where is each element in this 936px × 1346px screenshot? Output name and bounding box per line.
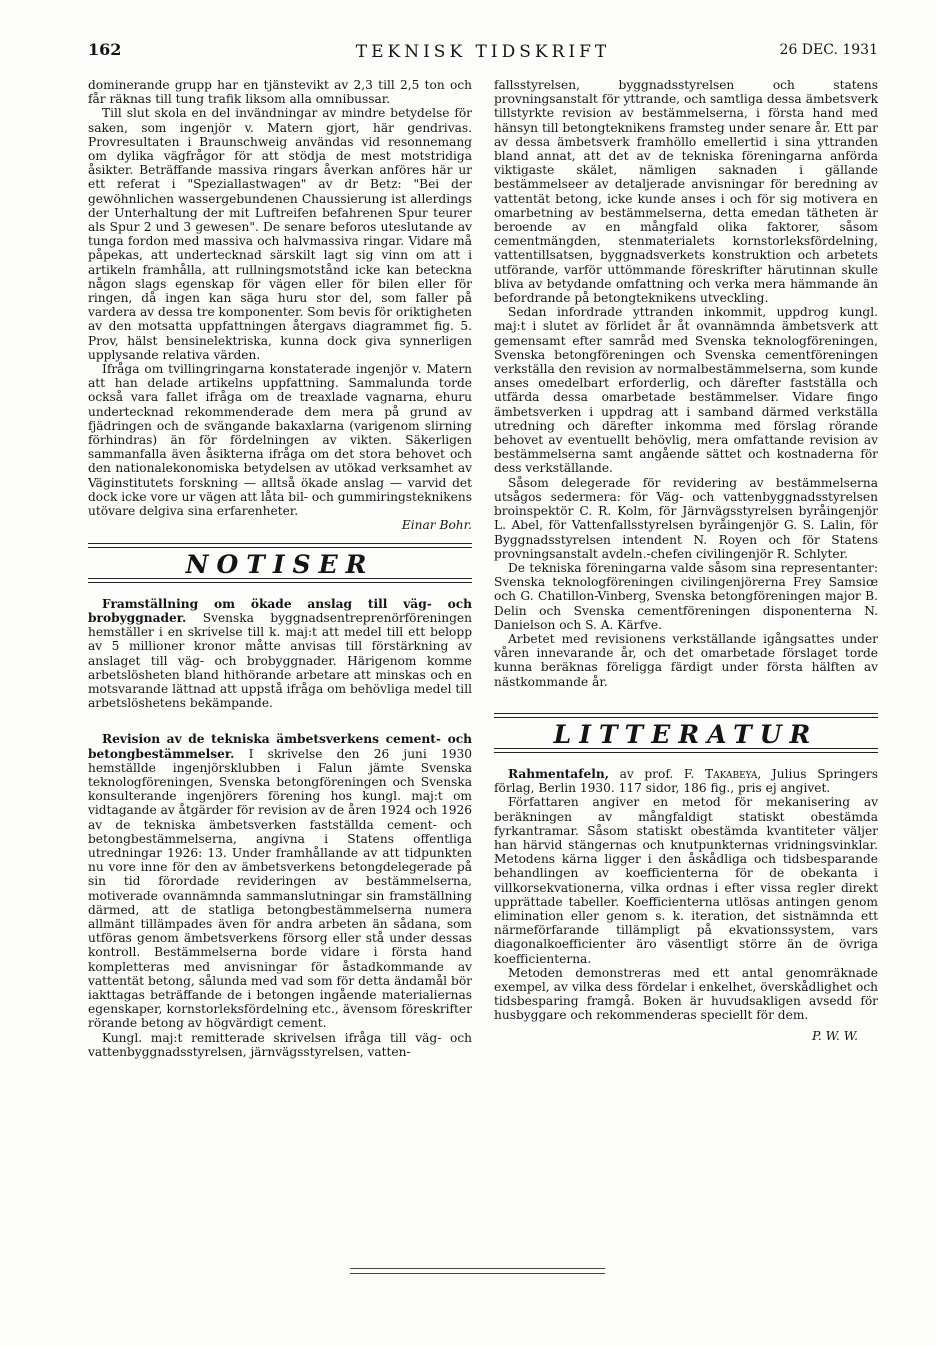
paragraph: fallsstyrelsen, byggnadsstyrelsen och statens provningsanstalt för yttrande, och samtliga dessa ämbetsverk tillstyrkte revision av bestämmelserna, i första hand med hänsyn till betongteknikens framsteg under senare år. Ett par av dessa ämbetsverk framhöllo emellertid i sina yttranden bland annat, att det av de tekniska föreningarna anförda viktigaste skälet, nämligen saknaden i gällande bestämmelseer av detaljerade anvisningar för beredning av vattentät betong, icke kunde anses i och för sig motivera en omarbetning av bestämmelserna, detta emedan tätheten är beroende av en mångfald olika faktorer, såsom cementmängden, stenmaterialets kornstorleksfördelning, vattentillsatsen, byggnadsverkets konstruktion och arbetets utförande, varför uttömmande föreskrifter härutinnan skulle bliva av betydande omfattning och verka mera hämmande än befordrande på betongteknikens utveckling. [494,78,878,306]
review-title: Rahmentafeln, [508,766,609,781]
review-signature: P. W. W. [812,1028,858,1043]
review-meta: Julius Springers förlag, Berlin 1930. 117 sidor, 186 fig., pris ej angivet. [494,766,879,796]
paragraph: Kungl. maj:t remitterade skrivelsen ifråga till väg- och vattenbyggnadsstyrelsen, järnvägsstyrelsen, vatten- [88,1030,472,1059]
litteratur-section-header [494,713,878,753]
section-title-notiser: NOTISER [185,549,375,579]
notis-item [88,732,472,1030]
notis-text: I skrivelse den 26 juni 1930 hemställde ingenjörsklubben i Falun jämte Svenska teknologföreningen, Svenska betongföreningen och Svenska konsulterande ingenjörers förening hos kungl. maj:t om vidtagande av åtgärder för revision av de åren 1924 och 1926 av de tekniska ämbetsverken fastställda cement- och betongbestämmelserna, angivna i Statens offentliga utredningar 1926: 13. Under framhållande av att tidpunkten nu vore inne för den av ämbetsverkens betongdelegerade på sin tid förordade revideringen av bestämmelserna, motiverade ovannämnda sammanslutningar sin framställning därmed, att de statliga betongbestämmelserna numera allmänt tillämpades även för andra arbeten än sådana, som utföras genom ämbetsverkens försorg eller stå under dessas kontroll. Bestämmelserna borde vidare i första hand kompletteras med anvisningar för åstadkommande av vattentät betong, sålunda med vad som för detta ändamål bör iakttagas beträffande de i betongen ingående materialiernas egenskaper, kornstorleksfördelning etc., ävensom föreskrifter rörande betong av högvärdigt cement. [88,746,473,1031]
issue-date: 26 DEC. 1931 [779,42,878,58]
divider [350,1273,605,1274]
notis-heading: Revision av de tekniska ämbetsverkens cement- och betongbestämmelser. [88,732,472,761]
paragraph: Ifråga om tvillingringarna konstaterade ingenjör v. Matern att han delade artikelns uppfattning. Sammalunda torde också vara fallet ifråga om de treaxlade vagnarna, ehuru undertecknad rekommenderade dem mera på grund av fjädringen och de svängande bakaxlarna (varigenom slirning förhindras) än för fördelningen av vikten. Säkerligen sammanfalla även åsikterna ifråga om det stora behovet och den nationalekonomiska betydelsen av utökad verksamhet av Väginstitutets forskning — alltså ökade anslag — varvid det dock icke vore ur vägen att låta bil- och gummiringsteknikens utövare delgiva sina erfarenheter. [88,362,472,519]
notis-text: Svenska byggnadsentreprenörföreningen hemställer i en skrivelse till k. maj:t att medel till ett belopp av 5 millioner kronor måtte anvisas till förstärkning av anslaget till väg- och brobyggnader. Härigenom komme arbetslösheten bland hithörande arbetare att minskas och en motsvarande lättnad att uppstå ifråga om behövliga medel till arbetslöshetens bekämpande. [88,610,472,711]
paragraph: Författaren angiver en metod för mekanisering av beräkningen av mångfaldigt statiskt obestämda fyrkantramar. Såsom statiskt obestämda kvantiteter väljer han härvid stängernas och knutpunkternas vridningsvinklar. Metodens kärna ligger i den åskådliga och tidsbesparande behandlingen av koefficienterna för de obekanta i villkorsekvationerna, vilka ordnas i efter vissa regler direkt upprättade tabeller. Koefficienterna utlösas antingen genom elimination eller genom s. k. iteration, det sistnämnda ett närmeförfarande tillämpligt på ekvationssystem, vars diagonalkoefficienter äro väsentligt större än de övriga koefficienterna. [494,795,878,966]
review-author-prefix: av prof. F. [619,766,695,781]
right-column [494,78,878,1043]
paragraph: Sedan infordrade yttranden inkommit, uppdrog kungl. maj:t i slutet av förlidet år åt ovannämnda ämbetsverk att gemensamt efter samråd med Svenska teknologföreningen, Svenska betongföreningen och Svenska cementföreningen verkställa den revision av normalbestämmelserna, som kunde anses omedelbart erforderlig, och därefter fastställa och utfärda dessa omarbetade bestämmelser. Vidare fingo ämbetsverken i uppdrag att i samband därmed verkställa utredning och därefter inkomma med förslag rörande behovet av eventuellt behövlig, mera omfattande revision av bestämmelserna samt angående sättet och kostnaderna för dess verkställande. [494,305,878,476]
notis-item [88,597,472,711]
paragraph: Såsom delegerade för revidering av bestämmelserna utsågos sedermera: för Väg- och vattenbyggnadsstyrelsen broinspektör C. R. Kolm, för Järnvägsstyrelsen byråingenjör L. Abel, för Vattenfallsstyrelsen byråingenjör G. S. Lalin, för Byggnadsstyrelsen intendent N. Royen och för Statens provningsanstalt avdeln.-chefen civilingenjör R. Schlyter. [494,475,878,561]
page-header [88,40,878,64]
paragraph: De tekniska föreningarna valde såsom sina representanter: Svenska teknologföreningen civilingenjörerna Frey Samsiœ och G. Chatillon-Vinberg, Svenska betongföreningen major B. Delin och Svenska cementföreningen disponenterna N. Danielson och S. A. Kärfve. [494,560,878,632]
bottom-rule [350,1268,605,1278]
left-column [88,78,472,1059]
page-number: 162 [88,40,122,59]
paragraph: Till slut skola en del invändningar av mindre betydelse för saken, som ingenjör v. Matern gjort, här gendrivas. Provresultaten i Braunschweig användas vid resonnemang om dylika vägfrågor för att stödja de mest motstridiga åsikter. Beträffande massiva ringars åverkan anföres här ur ett referat i "Speziallastwagen" av dr Betz: "Bei der gewöhnlichen wassergebundenen Chaussierung ist allerdings der Unterhaltung der mit Luftreifen befahrenen Spur teurer als Spur 2 und 3 gewesen". De senare beforos uteslutande av tunga fordon med massiva och halvmassiva ringar. Vidare må påpekas, att undertecknad särskilt lagt sig vinn om att i artikeln framhålla, att rullningsmotstånd icke kan beteckna någon slags egenskap för vägen eller för bilen eller för ringen, då ingen kan säga huru stor del, som faller på vardera av dessa tre komponenter. Som bevis för oriktigheten av den motsatta uppfattningen återgavs diagrammet fig. 5. Prov, hälst bensinelektriska, kunna dock giva synnerligen upplysande relativa värden. [88,106,472,362]
divider [350,1268,605,1269]
paragraph: dominerande grupp har en tjänstevikt av 2,3 till 2,5 ton och får räknas till tung trafik liksom alla omnibussar. [88,78,472,107]
paragraph: Metoden demonstreras med ett antal genomräknade exempel, av vilka dess fördelar i enkelhet, överskådlighet och tidsbesparing framgå. Boken är huvudsakligen avsedd för husbyggare och rekommenderas speciellt för dem. [494,965,878,1023]
journal-title: TEKNISK TIDSKRIFT [355,42,611,62]
review-author-name: Takabeya, [704,766,762,781]
notiser-section-header [88,543,472,583]
author-signature: Einar Bohr. [401,518,472,533]
review-entry [494,767,878,795]
paragraph: Arbetet med revisionens verkställande igångsattes under våren innevarande år, och det omarbetade förslaget torde kunna beräknas föreligga färdigt under första hälften av nästkommande år. [494,631,878,689]
section-title-litteratur: LITTERATUR [553,719,819,749]
notis-heading: Framställning om ökade anslag till väg- och brobyggnader. [88,596,472,625]
